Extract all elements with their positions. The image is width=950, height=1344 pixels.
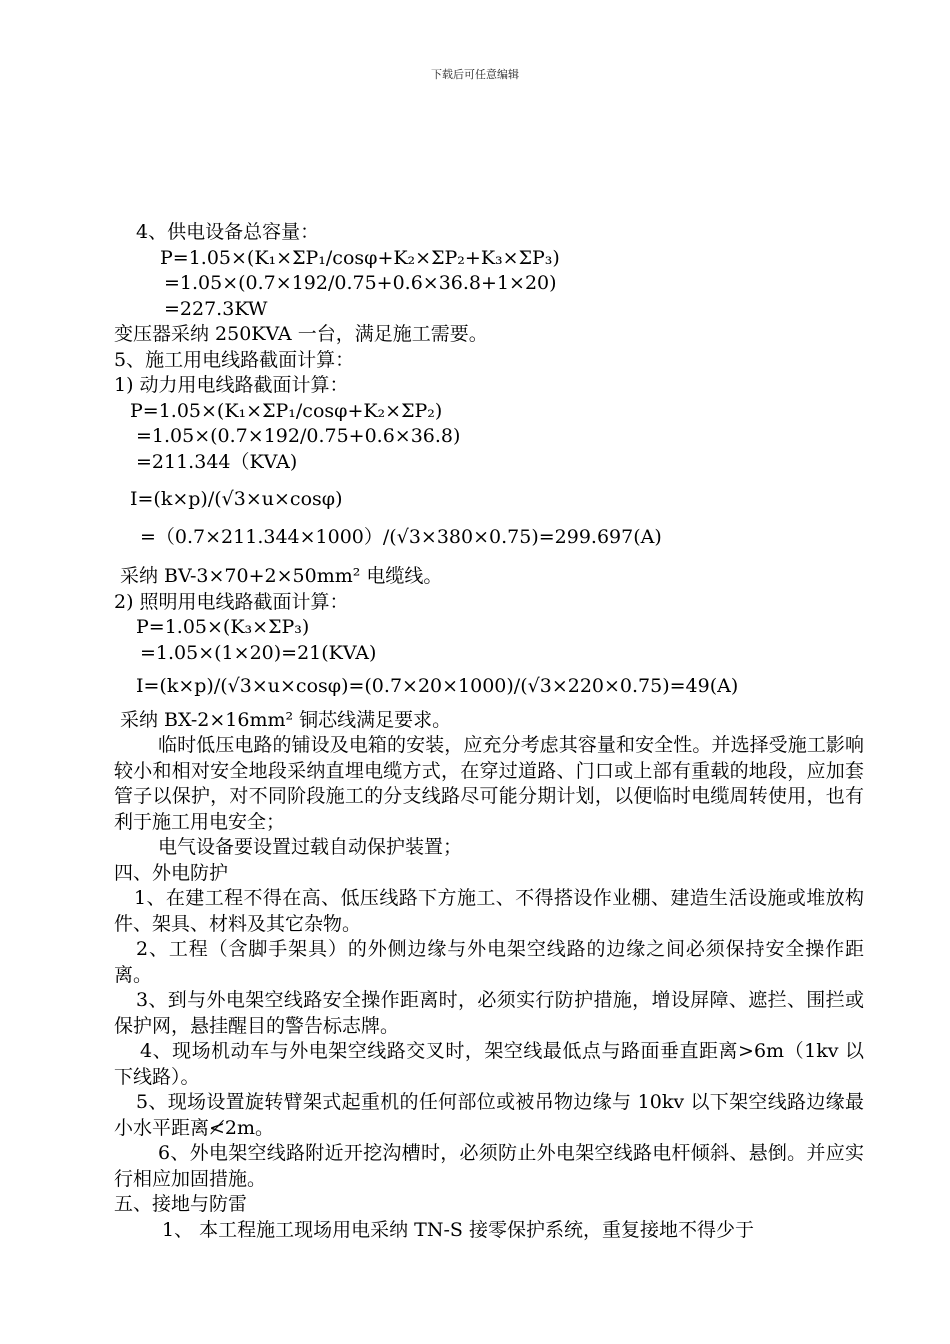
- paragraph: 3、到与外电架空线路安全操作距离时，必须实行防护措施，增设屏障、遮拦、围拦或保护网，悬挂醒目的警告标志牌。: [114, 989, 864, 1037]
- text-line: P=1.05×(K₃×ΣP₃): [136, 616, 310, 638]
- text-line: 2) 照明用电线路截面计算：: [114, 590, 349, 613]
- text-line: =211.344（KVA): [136, 450, 298, 473]
- text-line: =1.05×(0.7×192/0.75+0.6×36.8+1×20): [164, 272, 557, 294]
- text-line: P=1.05×(K₁×ΣP₁/cosφ+K₂×ΣP₂): [130, 399, 443, 422]
- text-line: I=(k×p)/(√3×u×cosφ): [130, 488, 343, 510]
- paragraph: 5、现场设置旋转臂架式起重机的任何部位或被吊物边缘与 10kv 以下架空线路边缘最小水平距离≮2m。: [114, 1091, 864, 1139]
- paragraph: 6、外电架空线路附近开挖沟槽时，必须防止外电架空线路电杆倾斜、悬倒。并应实行相应加固措施。: [114, 1142, 864, 1190]
- text-line: 四、外电防护: [114, 861, 229, 884]
- paragraph: 临时低压电路的铺设及电箱的安装，应充分考虑其容量和安全性。并选择受施工影响较小和相对安全地段采纳直埋电缆方式，在穿过道路、门口或上部有重载的地段，应加套管子以保护，对不同阶段施工的分支线路尽可能分期计划，以便临时电缆周转使用，也有利于施工用电安全；: [114, 734, 864, 833]
- page-header: 下载后可任意编辑: [431, 68, 519, 81]
- paragraph: 2、工程（含脚手架具）的外侧边缘与外电架空线路的边缘之间必须保持安全操作距离。: [114, 938, 864, 986]
- text-line: 五、接地与防雷: [114, 1193, 248, 1215]
- text-line: 1、 本工程施工现场用电采纳 TN-S 接零保护系统，重复接地不得少于: [162, 1218, 754, 1241]
- text-line: 4、供电设备总容量：: [136, 221, 320, 243]
- text-line: =227.3KW: [164, 297, 268, 320]
- text-line: P=1.05×(K₁×ΣP₁/cosφ+K₂×ΣP₂+K₃×ΣP₃): [160, 246, 560, 269]
- text-line: =1.05×(0.7×192/0.75+0.6×36.8): [136, 425, 461, 447]
- text-line: 5、施工用电线路截面计算：: [114, 348, 355, 371]
- text-line: 变压器采纳 250KVA 一台，满足施工需要。: [114, 323, 488, 345]
- text-line: 1) 动力用电线路截面计算：: [114, 374, 349, 396]
- document-body: [114, 220, 864, 1243]
- text-line: 采纳 BV-3×70+2×50mm² 电缆线。: [120, 565, 443, 587]
- paragraph: 1、在建工程不得在高、低压线路下方施工、不得搭设作业棚、建造生活设施或堆放构件、架具、材料及其它杂物。: [114, 887, 864, 935]
- text-line: =（0.7×211.344×1000）/(√3×380×0.75)=299.697(A): [140, 525, 662, 548]
- paragraph: 4、现场机动车与外电架空线路交叉时，架空线最低点与路面垂直距离>6m（1kv 以下线路）。: [114, 1040, 864, 1088]
- text-line: 采纳 BX-2×16mm² 铜芯线满足要求。: [120, 708, 452, 731]
- text-line: I=(k×p)/(√3×u×cosφ)=(0.7×20×1000)/(√3×220×0.75)=49(A): [136, 675, 739, 697]
- text-line: 电气设备要设置过载自动保护装置；: [158, 836, 463, 858]
- text-line: =1.05×(1×20)=21(KVA): [140, 641, 377, 664]
